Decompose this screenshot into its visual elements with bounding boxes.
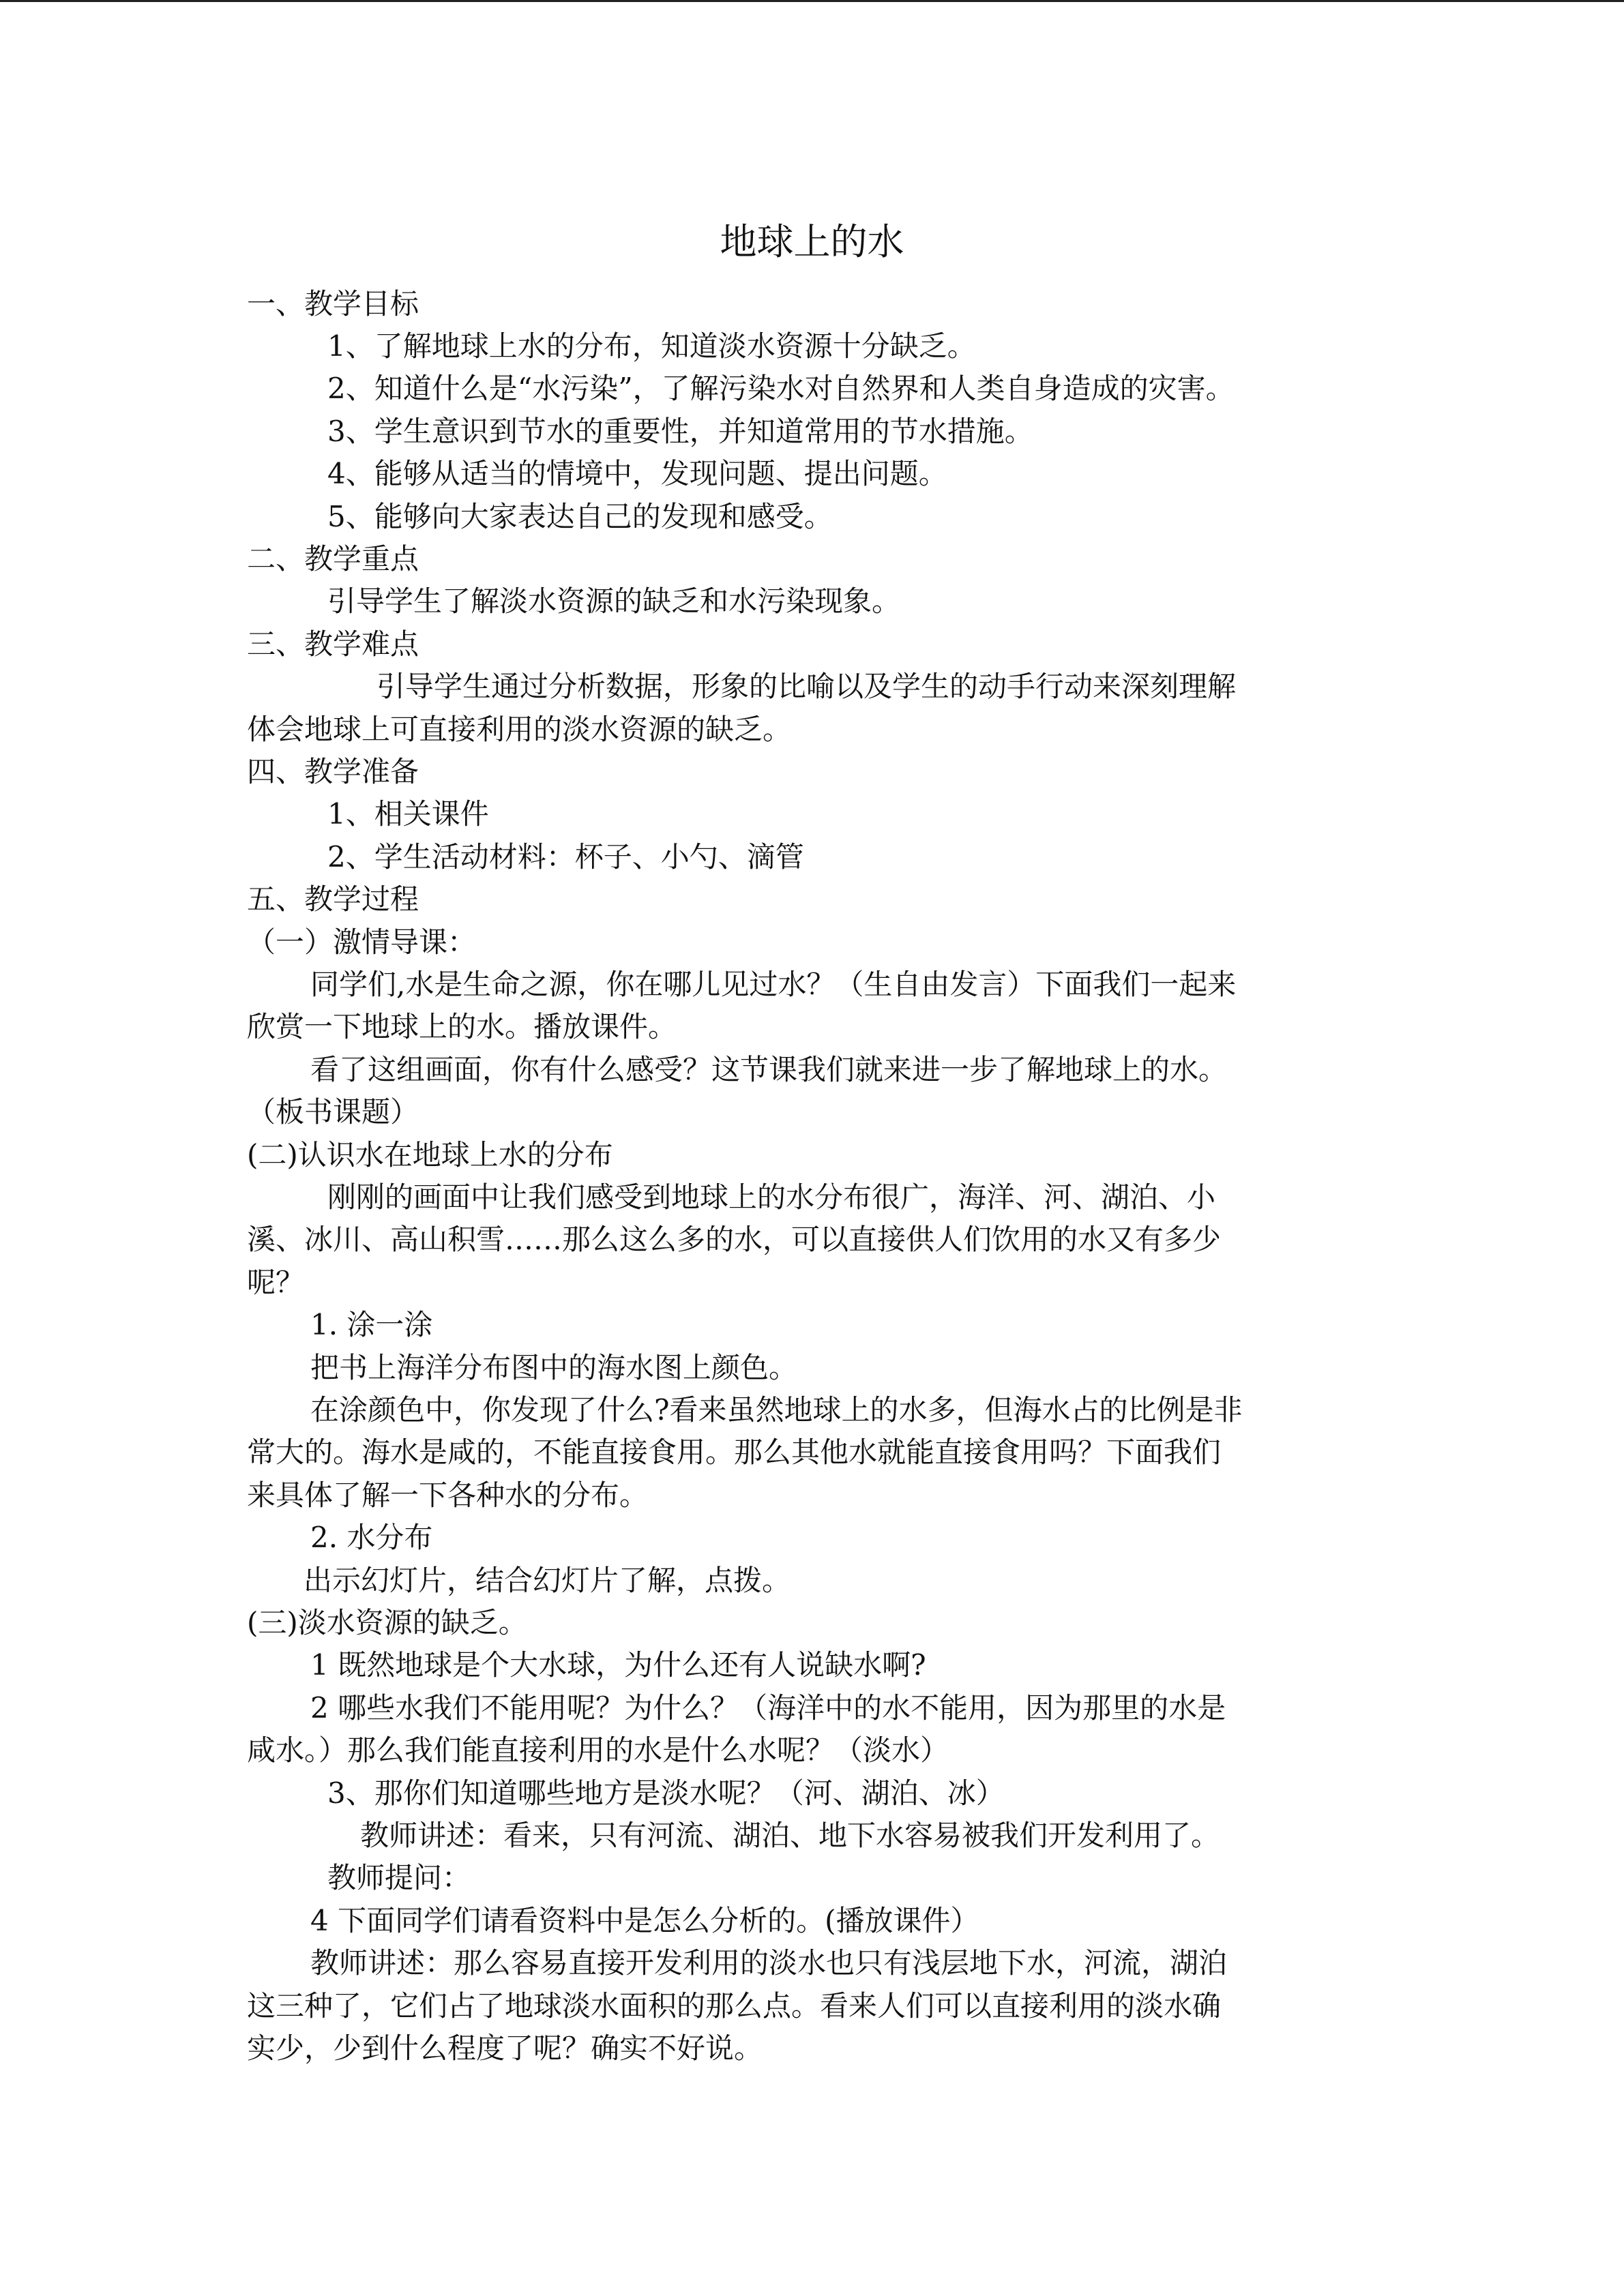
objective-2: 2、知道什么是“水污染”，了解污染水对自然界和人类自身造成的灾害。 bbox=[327, 372, 1235, 405]
paragraph-line: 1 既然地球是个大水球，为什么还有人说缺水啊? bbox=[310, 1648, 926, 1682]
paragraph-line: 把书上海洋分布图中的海水图上颜色。 bbox=[310, 1351, 798, 1384]
paragraph-line: 教师讲述：那么容易直接开发利用的淡水也只有浅层地下水，河流，湖泊 bbox=[310, 1946, 1228, 1980]
document-title: 地球上的水 bbox=[720, 220, 904, 263]
objective-1: 1、了解地球上水的分布，知道淡水资源十分缺乏。 bbox=[327, 329, 976, 363]
paragraph-line: 实少，少到什么程度了呢？确实不好说。 bbox=[247, 2031, 763, 2065]
subheading-distribution: (二)认识水在地球上水的分布 bbox=[247, 1138, 613, 1172]
paragraph-line: 来具体了解一下各种水的分布。 bbox=[247, 1478, 649, 1512]
paragraph-line: 常大的。海水是咸的，不能直接食用。那么其他水就能直接食用吗？下面我们 bbox=[247, 1435, 1222, 1469]
heading-process: 五、教学过程 bbox=[247, 882, 419, 916]
paragraph-line: 在涂颜色中，你发现了什么?看来虽然地球上的水多，但海水占的比例是非 bbox=[310, 1393, 1243, 1427]
difficulties-text-cont: 体会地球上可直接利用的淡水资源的缺乏。 bbox=[247, 713, 792, 746]
paragraph-line: 咸水。）那么我们能直接利用的水是什么水呢？（淡水） bbox=[247, 1733, 949, 1767]
heading-difficulties: 三、教学难点 bbox=[247, 627, 419, 661]
paragraph-line: 这三种了，它们占了地球淡水面积的那么点。看来人们可以直接利用的淡水确 bbox=[247, 1989, 1222, 2023]
key-points-text: 引导学生了解淡水资源的缺乏和水污染现象。 bbox=[327, 584, 901, 618]
paragraph-line: 3、那你们知道哪些地方是淡水呢？（河、湖泊、冰） bbox=[327, 1776, 1005, 1810]
difficulties-text: 引导学生通过分析数据，形象的比喻以及学生的动手行动来深刻理解 bbox=[377, 670, 1237, 703]
objective-4: 4、能够从适当的情境中，发现问题、提出问题。 bbox=[327, 457, 947, 490]
paragraph-line: 同学们,水是生命之源，你在哪儿见过水？（生自由发言）下面我们一起来 bbox=[310, 968, 1237, 1001]
heading-preparation: 四、教学准备 bbox=[247, 755, 419, 788]
paragraph-line: 出示幻灯片，结合幻灯片了解，点拨。 bbox=[304, 1564, 791, 1597]
step-heading: 2. 水分布 bbox=[310, 1521, 433, 1554]
objective-5: 5、能够向大家表达自己的发现和感受。 bbox=[327, 500, 833, 533]
heading-key-points: 二、教学重点 bbox=[247, 542, 419, 576]
heading-objectives: 一、教学目标 bbox=[247, 287, 419, 320]
paragraph-line: 教师讲述：看来，只有河流、湖泊、地下水容易被我们开发利用了。 bbox=[360, 1819, 1220, 1852]
paragraph-line: 呢？ bbox=[247, 1266, 305, 1299]
paragraph-line: 溪、冰川、高山积雪……那么这么多的水，可以直接供人们饮用的水又有多少 bbox=[247, 1223, 1222, 1256]
preparation-1: 1、相关课件 bbox=[327, 797, 489, 831]
paragraph-line: 看了这组画面，你有什么感受？这节课我们就来进一步了解地球上的水。 bbox=[310, 1053, 1228, 1086]
subheading-scarcity: (三)淡水资源的缺乏。 bbox=[247, 1606, 527, 1639]
paragraph-line: （板书课题） bbox=[247, 1095, 419, 1129]
paragraph-line: 2 哪些水我们不能用呢？为什么？（海洋中的水不能用，因为那里的水是 bbox=[310, 1691, 1226, 1725]
paragraph-line: 刚刚的画面中让我们感受到地球上的水分布很广，海洋、河、湖泊、小 bbox=[327, 1180, 1216, 1214]
objective-3: 3、学生意识到节水的重要性，并知道常用的节水措施。 bbox=[327, 415, 1033, 448]
paragraph-line: 欣赏一下地球上的水。播放课件。 bbox=[247, 1010, 677, 1043]
paragraph-line: 教师提问： bbox=[327, 1861, 471, 1894]
preparation-2: 2、学生活动材料：杯子、小勺、滴管 bbox=[327, 840, 804, 874]
step-heading: 1. 涂一涂 bbox=[310, 1308, 433, 1341]
subheading-intro: （一）激情导课： bbox=[247, 925, 477, 959]
paragraph-line: 4 下面同学们请看资料中是怎么分析的。(播放课件） bbox=[310, 1904, 979, 1937]
